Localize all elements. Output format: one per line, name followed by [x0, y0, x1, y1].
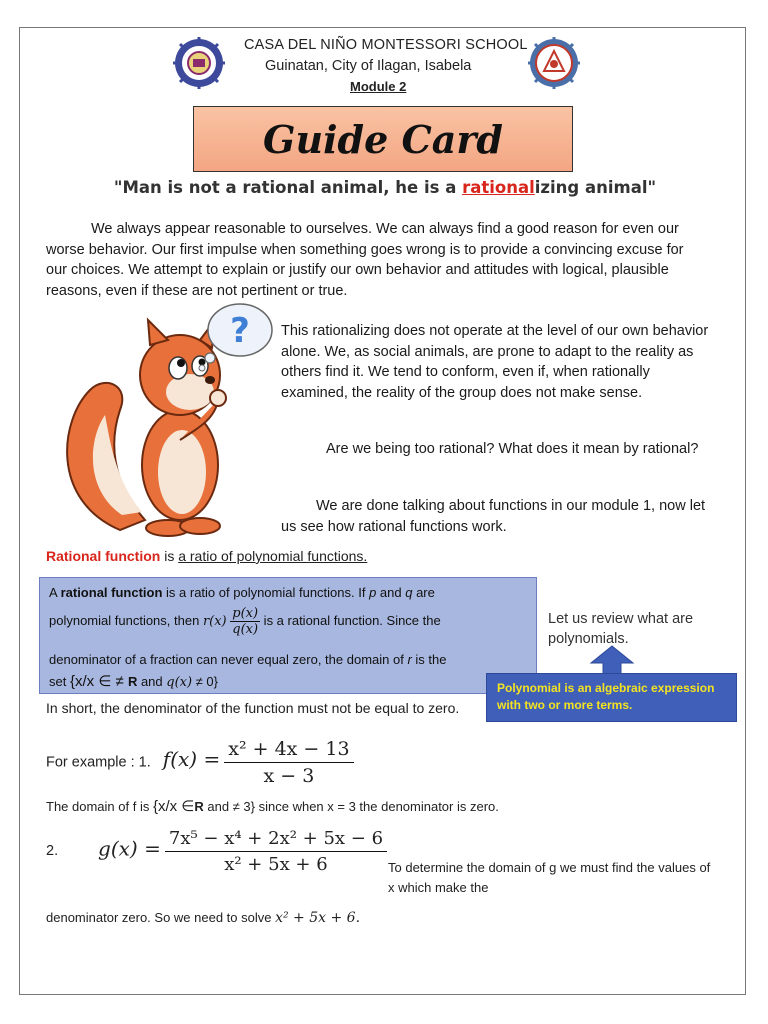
short-note: In short, the denominator of the function must not be equal to zero. [46, 700, 460, 716]
def-l3a: denominator of a fraction can never equal zero, the domain of [49, 652, 408, 667]
def-l3b: is the [411, 652, 447, 667]
def-set-R: R [127, 674, 138, 689]
rf-definition: a ratio of polynomial functions. [178, 548, 368, 564]
dom-b: since when x = 3 the denominator is zero. [255, 799, 499, 814]
def-are: are [412, 585, 435, 600]
school-address: Guinatan, City of Ilagan, Isabela [265, 58, 472, 74]
thinking-squirrel-illustration [50, 300, 275, 540]
example-1 [46, 738, 354, 787]
ex1-fraction [224, 738, 353, 787]
review-note: Let us review what are polynomials. [548, 611, 694, 647]
guide-card-banner [193, 106, 573, 172]
def-set-b: ≠ 0} [192, 674, 218, 689]
rational-function-heading [46, 548, 367, 564]
quote [60, 178, 710, 197]
domain-statement [46, 797, 499, 815]
question-paragraph: Are we being too rational? What does it mean by rational? [326, 441, 699, 457]
ex1-denominator: x − 3 [263, 765, 315, 787]
quote-highlight: rational [462, 178, 535, 197]
dom-set-b: and ≠ 3} [203, 799, 255, 814]
def-l2b: is a rational function. Since the [260, 612, 441, 628]
ex2-fraction [165, 828, 387, 875]
quote-before: "Man is not a rational animal, he is a [113, 178, 463, 197]
def-line-3 [49, 652, 446, 667]
def-qx: q(x) [232, 622, 259, 637]
def-line-2 [49, 606, 441, 637]
def-l1-bold: rational function [60, 585, 163, 600]
def-l2a: polynomial functions, then [49, 612, 203, 628]
school-seal-right-icon [528, 37, 580, 89]
quote-after: izing animal" [534, 178, 657, 197]
definition-box [39, 577, 537, 694]
def-fraction [230, 606, 260, 637]
def-line-4 [49, 672, 218, 690]
question-mark-icon: ? [230, 311, 250, 351]
rf-term: Rational function [46, 548, 161, 564]
dom-R: R [194, 799, 204, 814]
dom-a: The domain of f is [46, 799, 153, 814]
transition-paragraph: We are done talking about functions in our module 1, now let us see how rational functions work. [281, 498, 706, 535]
rf-is: is [160, 548, 179, 564]
def-r: r [407, 652, 412, 667]
def-l1b: is a ratio of polynomial functions. If [162, 585, 370, 600]
domain-instruction: To determine the domain of g we must find the values of x which make the [388, 860, 711, 895]
ex1-label: For example : 1. [46, 754, 151, 771]
intro-paragraph: We always appear reasonable to ourselves. We can always find a good reason for even our worse behavior. Our first impulse when something goes wrong is to provide a convincing excuse for our choices. We attempt to explain or justify our own behavior and attitudes with logical, plausible reasons, even if these are not pertinent or true. [46, 221, 684, 299]
def-set-qx: q(x) [166, 675, 193, 690]
ex1-numerator: x² + 4x − 13 [224, 738, 353, 763]
def-rx: r(x) [202, 613, 227, 629]
ex2-numerator: 7x⁵ − x⁴ + 2x² + 5x − 6 [165, 828, 387, 852]
def-set-and: and [137, 674, 167, 689]
def-l4a: set [49, 674, 70, 689]
up-arrow-icon [590, 645, 634, 675]
def-and: and [376, 585, 406, 600]
def-p: p [369, 585, 377, 600]
module-label: Module 2 [350, 79, 407, 94]
school-name: CASA DEL NIÑO MONTESSORI SCHOOL [244, 37, 528, 53]
school-seal-left-icon [173, 37, 225, 89]
dom-set-a: {x/x ∈ [152, 798, 195, 815]
def-q: q [405, 585, 413, 600]
example-2 [46, 828, 387, 875]
def-line-1 [49, 585, 435, 600]
def-l1a: A [49, 585, 61, 600]
final-line [46, 910, 360, 926]
ex2-label: 2. [46, 843, 59, 860]
page-title: Guide Card [263, 117, 503, 162]
def-px: p(x) [232, 606, 259, 621]
final-expr: x² + 5x + 6. [275, 910, 361, 926]
ex1-lhs: f(x) = [162, 747, 221, 772]
final-text: denominator zero. So we need to solve [46, 910, 276, 925]
rationalizing-paragraph: This rationalizing does not operate at the level of our own behavior alone. We, as social animals, are prone to adapt to the reality as others find it. We tend to conform, even if, when rationally examined, the reality of the group does not make sense. [281, 323, 709, 401]
ex2-lhs: g(x) = [98, 836, 161, 861]
polynomial-callout: Polynomial is an algebraic expression with two or more terms. [486, 673, 737, 722]
def-set-a: {x/x ∈ ≠ [69, 673, 128, 690]
ex2-denominator: x² + 5x + 6 [224, 854, 328, 875]
